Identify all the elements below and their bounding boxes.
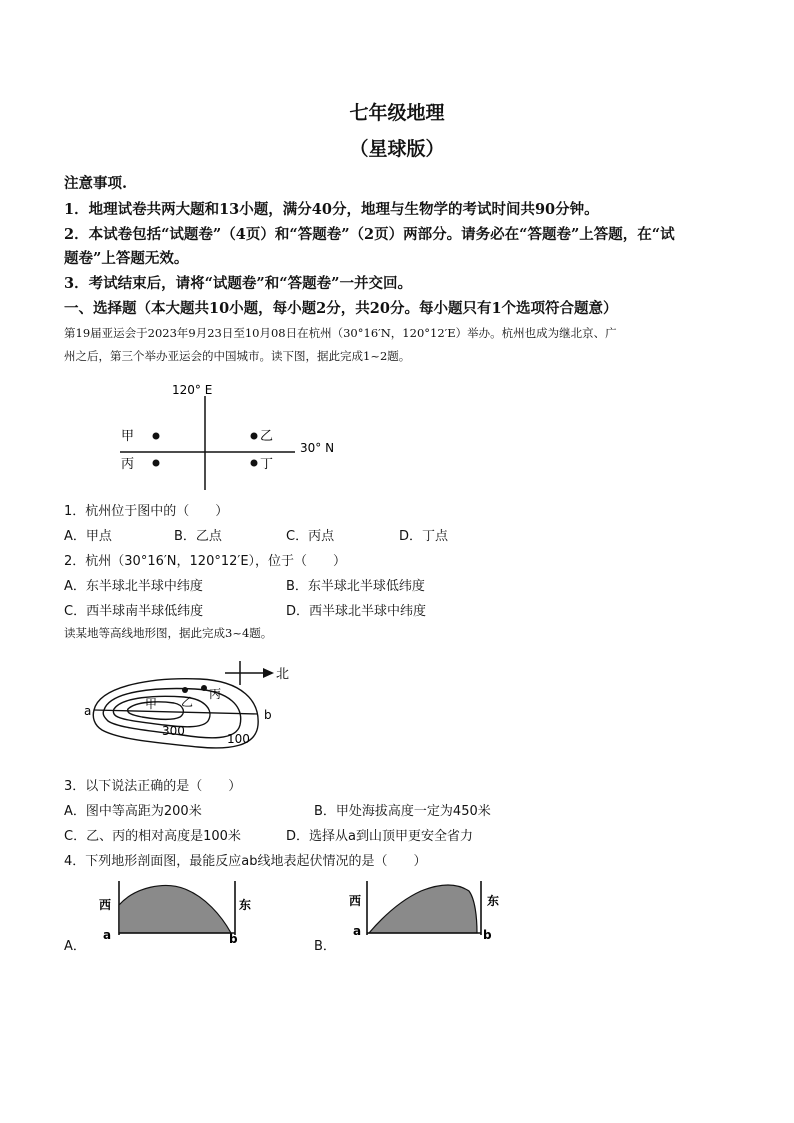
q2-option-b[interactable]: B．东半球北半球低纬度 — [286, 579, 425, 594]
q1-option-b[interactable]: B．乙点 — [174, 529, 222, 544]
point-b-label: b — [264, 708, 272, 722]
q1-option-d[interactable]: D．丁点 — [399, 529, 449, 544]
point-bing-label: 丙 — [121, 457, 135, 472]
page-subtitle: （星球版） — [349, 138, 445, 160]
notice-item-2: 2．本试卷包括“试题卷”（4页）和“答题卷”（2页）两部分。请务必在“答题卷”上答题，在“试 — [64, 226, 675, 243]
latlong-figure — [110, 378, 350, 493]
line-ab — [94, 710, 258, 714]
profile-b-east: 东 — [487, 894, 500, 908]
profile-b-west: 西 — [349, 894, 362, 908]
profile-a-terrain — [119, 886, 231, 933]
page-title: 七年级地理 — [349, 102, 445, 124]
profile-a-east: 东 — [239, 898, 252, 912]
notice-item-1: 1．地理试卷共两大题和13小题，满分40分，地理与生物学的考试时间共90分钟。 — [64, 201, 599, 218]
profile-a-west: 西 — [99, 898, 112, 912]
contour-label-100: 100 — [227, 732, 250, 746]
point-bing-label: 丙 — [209, 687, 222, 701]
q2-option-c[interactable]: C．西半球南半球低纬度 — [64, 604, 204, 619]
q3-option-b[interactable]: B．甲处海拔高度一定为450米 — [314, 804, 491, 819]
peak-jia-label: 甲 — [145, 697, 158, 711]
profile-option-b[interactable] — [345, 875, 505, 945]
lat-label: 30° N — [300, 441, 335, 455]
q1-option-c[interactable]: C．丙点 — [286, 529, 335, 544]
north-arrow-head — [263, 668, 274, 678]
q2-option-d[interactable]: D．西半球北半球中纬度 — [286, 604, 427, 619]
point-ding-dot — [251, 460, 258, 467]
lon-label: 120° E — [172, 383, 213, 397]
q3-option-a[interactable]: A．图中等高距为200米 — [64, 804, 202, 819]
q1-stem: 1．杭州位于图中的（ ） — [64, 504, 229, 519]
profile-a-point-a: a — [103, 928, 112, 942]
contour-map-figure — [80, 655, 300, 760]
notice-heading: 注意事项. — [64, 175, 128, 192]
q1-option-a[interactable]: A．甲点 — [64, 529, 112, 544]
q4-option-b[interactable]: B． — [314, 939, 336, 954]
profile-b-point-b: b — [483, 928, 492, 942]
profile-b-terrain — [369, 885, 477, 933]
q2-option-a[interactable]: A．东半球北半球中纬度 — [64, 579, 203, 594]
point-jia-label: 甲 — [121, 429, 135, 444]
notice-item-2-cont: 题卷”上答题无效。 — [64, 250, 189, 267]
profile-b-point-a: a — [353, 924, 362, 938]
q3-option-c[interactable]: C．乙、丙的相对高度是100米 — [64, 829, 241, 844]
point-a-label: a — [84, 704, 92, 718]
intro-contour: 读某地等高线地形图，据此完成3~4题。 — [64, 626, 273, 640]
contour-label-300: 300 — [162, 724, 185, 738]
point-ding-label: 丁 — [260, 457, 274, 472]
q4-option-a[interactable]: A． — [64, 939, 86, 954]
q3-option-d[interactable]: D．选择从a到山顶甲更安全省力 — [286, 829, 473, 844]
section-intro-line-2: 州之后，第三个举办亚运会的中国城市。读下图，据此完成1~2题。 — [64, 349, 411, 363]
point-yi-dot — [251, 433, 258, 440]
profile-a-point-b: b — [229, 932, 238, 945]
section-heading: 一、选择题（本大题共10小题，每小题2分，共20分。每小题只有1个选项符合题意） — [64, 300, 618, 317]
point-bing-dot — [201, 685, 207, 691]
q4-stem: 4．下列地形剖面图，最能反应ab线地表起伏情况的是（ ） — [64, 854, 427, 869]
point-jia-dot — [153, 433, 160, 440]
section-intro-line-1: 第19届亚运会于2023年9月23日至10月08日在杭州（30°16′N，120°12′E）举办。杭州也成为继北京、广 — [64, 326, 617, 340]
point-yi-label: 乙 — [260, 429, 274, 444]
point-bing-dot — [153, 460, 160, 467]
q3-stem: 3．以下说法正确的是（ ） — [64, 779, 242, 794]
point-yi-label: 乙 — [181, 695, 194, 709]
point-yi-dot — [182, 687, 188, 693]
profile-option-a[interactable] — [95, 875, 255, 945]
q2-stem: 2．杭州（30°16′N，120°12′E），位于（ ） — [64, 554, 347, 569]
notice-item-3: 3．考试结束后，请将“试题卷”和“答题卷”一并交回。 — [64, 275, 412, 292]
north-label: 北 — [276, 667, 290, 682]
